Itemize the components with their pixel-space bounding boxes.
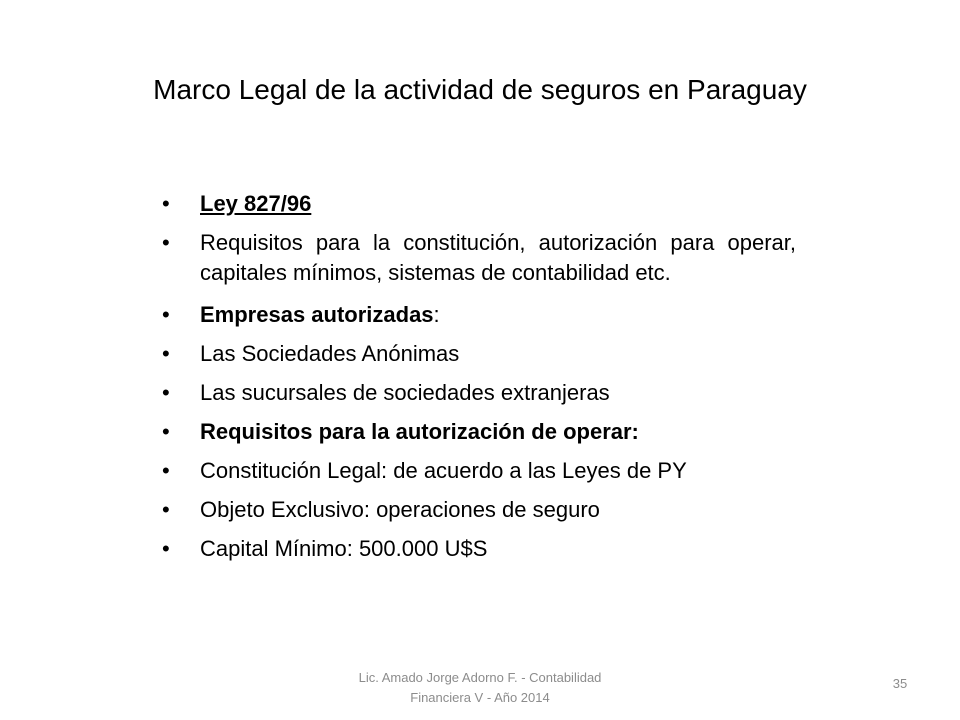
bullet-icon: • bbox=[162, 380, 170, 405]
page-number: 35 bbox=[892, 676, 908, 691]
bullet-icon: • bbox=[162, 536, 170, 561]
slide-title: Marco Legal de la actividad de seguros en Paraguay bbox=[153, 74, 807, 105]
bullet-item-corporations bbox=[162, 339, 796, 369]
bullet-item-minimum-capital bbox=[162, 534, 796, 564]
footer-text bbox=[300, 668, 660, 708]
bullet-item-requirements bbox=[162, 228, 796, 288]
bullet-item-foreign-branches bbox=[162, 378, 796, 408]
bullet-icon: • bbox=[162, 497, 170, 522]
bullet-icon: • bbox=[162, 191, 170, 216]
authorized-companies-label: Empresas autorizadas bbox=[200, 302, 434, 327]
footer-line-2: Financiera V - Año 2014 bbox=[410, 690, 550, 705]
bullet-item-legal-constitution bbox=[162, 456, 796, 486]
bullet-item-authorized-companies bbox=[162, 300, 796, 330]
exclusive-object-text: Objeto Exclusivo: operaciones de seguro bbox=[200, 497, 600, 522]
operating-requirements-heading: Requisitos para la autorización de operar: bbox=[200, 419, 639, 444]
bullet-list bbox=[162, 189, 796, 573]
corporations-text: Las Sociedades Anónimas bbox=[200, 341, 460, 366]
foreign-branches-text: Las sucursales de sociedades extranjeras bbox=[200, 380, 610, 405]
requirements-text: Requisitos para la constitución, autorización para operar, capitales mínimos, sistemas de contabilidad etc. bbox=[200, 230, 796, 285]
bullet-item-operating-requirements bbox=[162, 417, 796, 447]
bullet-icon: • bbox=[162, 341, 170, 366]
bullet-icon: • bbox=[162, 230, 170, 255]
bullet-icon: • bbox=[162, 302, 170, 327]
bullet-icon: • bbox=[162, 458, 170, 483]
law-reference: Ley 827/96 bbox=[200, 191, 312, 216]
authorized-companies-heading bbox=[200, 302, 440, 327]
footer-line-1: Lic. Amado Jorge Adorno F. - Contabilidad bbox=[358, 670, 602, 685]
minimum-capital-text: Capital Mínimo: 500.000 U$S bbox=[200, 536, 488, 561]
bullet-item-law bbox=[162, 189, 796, 219]
bullet-item-exclusive-object bbox=[162, 495, 796, 525]
legal-constitution-text: Constitución Legal: de acuerdo a las Leyes de PY bbox=[200, 458, 687, 483]
authorized-companies-colon: : bbox=[433, 302, 440, 327]
bullet-icon: • bbox=[162, 419, 170, 444]
